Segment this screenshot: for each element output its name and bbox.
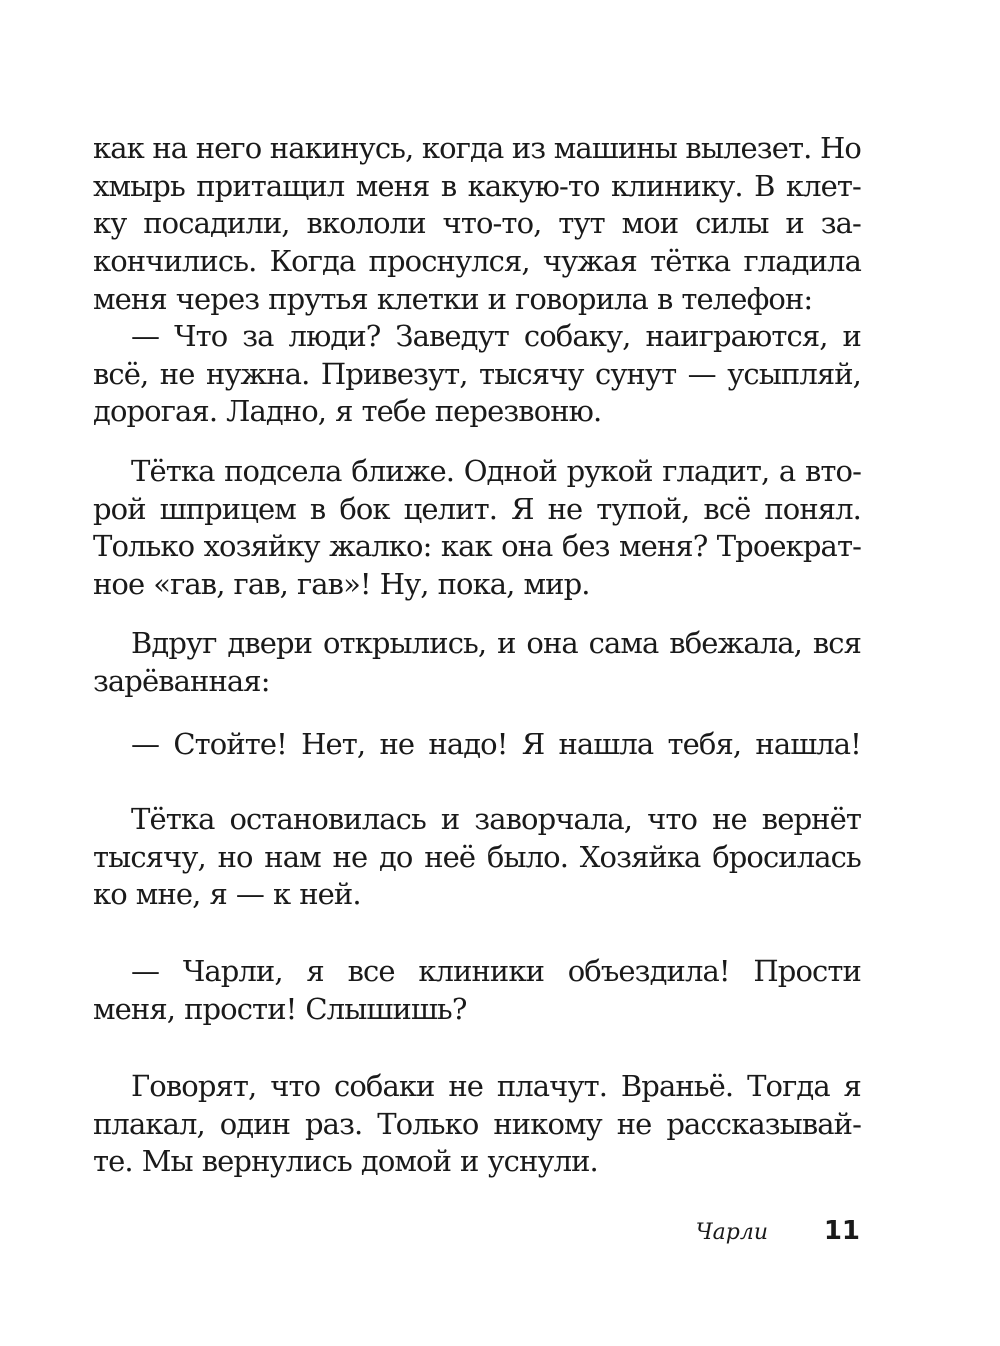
text-line: Вдруг двери открылись, и она сама вбежала, вся <box>131 626 861 660</box>
text-line: как на него накинусь, когда из машины вылезет. Но <box>93 131 861 165</box>
paragraph-2 <box>93 318 861 431</box>
paragraph-5 <box>93 726 861 764</box>
text-line: ку посадили, вкололи что-то, тут мои силы и за- <box>93 206 861 241</box>
running-title: Чарли <box>695 1220 768 1245</box>
paragraph-6 <box>93 801 861 914</box>
text-line: Говорят, что собаки не плачут. Враньё. Тогда я <box>131 1069 861 1103</box>
paragraph-3 <box>93 453 861 604</box>
paragraph-8 <box>93 1068 861 1181</box>
text-line: дорогая. Ладно, я тебе перезвоню. <box>93 394 602 429</box>
text-line: — Стойте! Нет, не надо! Я нашла тебя, нашла! <box>131 727 861 761</box>
text-line: Тётка подсела ближе. Одной рукой гладит, а вто- <box>131 454 861 488</box>
text-line: тысячу, но нам не до неё было. Хозяйка бросилась <box>93 839 861 874</box>
text-line: те. Мы вернулись домой и уснули. <box>93 1144 598 1179</box>
text-line: кончились. Когда проснулся, чужая тётка гладила <box>93 244 861 279</box>
text-line: хмырь притащил меня в какую-то клинику. В клет- <box>93 168 861 203</box>
text-line: Тётка остановилась и заворчала, что не вернёт <box>131 802 861 836</box>
text-line: рой шприцем в бок целит. Я не тупой, всё понял. <box>93 491 861 526</box>
text-line: всё, не нужна. Привезут, тысячу сунут — усыпляй, <box>93 356 861 391</box>
text-line: плакал, один раз. Только никому не рассказывай- <box>93 1106 861 1141</box>
paragraph-1 <box>93 130 861 318</box>
text-line: — Что за люди? Заведут собаку, наиграются, и <box>131 319 861 353</box>
text-line: Только хозяйку жалко: как она без меня? Троекрат- <box>93 529 861 564</box>
text-line: меня, прости! Слышишь? <box>93 991 467 1026</box>
page-number: 11 <box>823 1216 860 1246</box>
paragraph-4 <box>93 625 861 700</box>
text-line: ное «гав, гав, гав»! Ну, пока, мир. <box>93 567 590 602</box>
text-line: меня через прутья клетки и говорила в телефон: <box>93 281 813 316</box>
text-line: зарёванная: <box>93 663 270 698</box>
paragraph-7 <box>93 953 861 1028</box>
text-line: ко мне, я — к ней. <box>93 877 361 912</box>
text-line: — Чарли, я все клиники объездила! Прости <box>131 954 861 988</box>
